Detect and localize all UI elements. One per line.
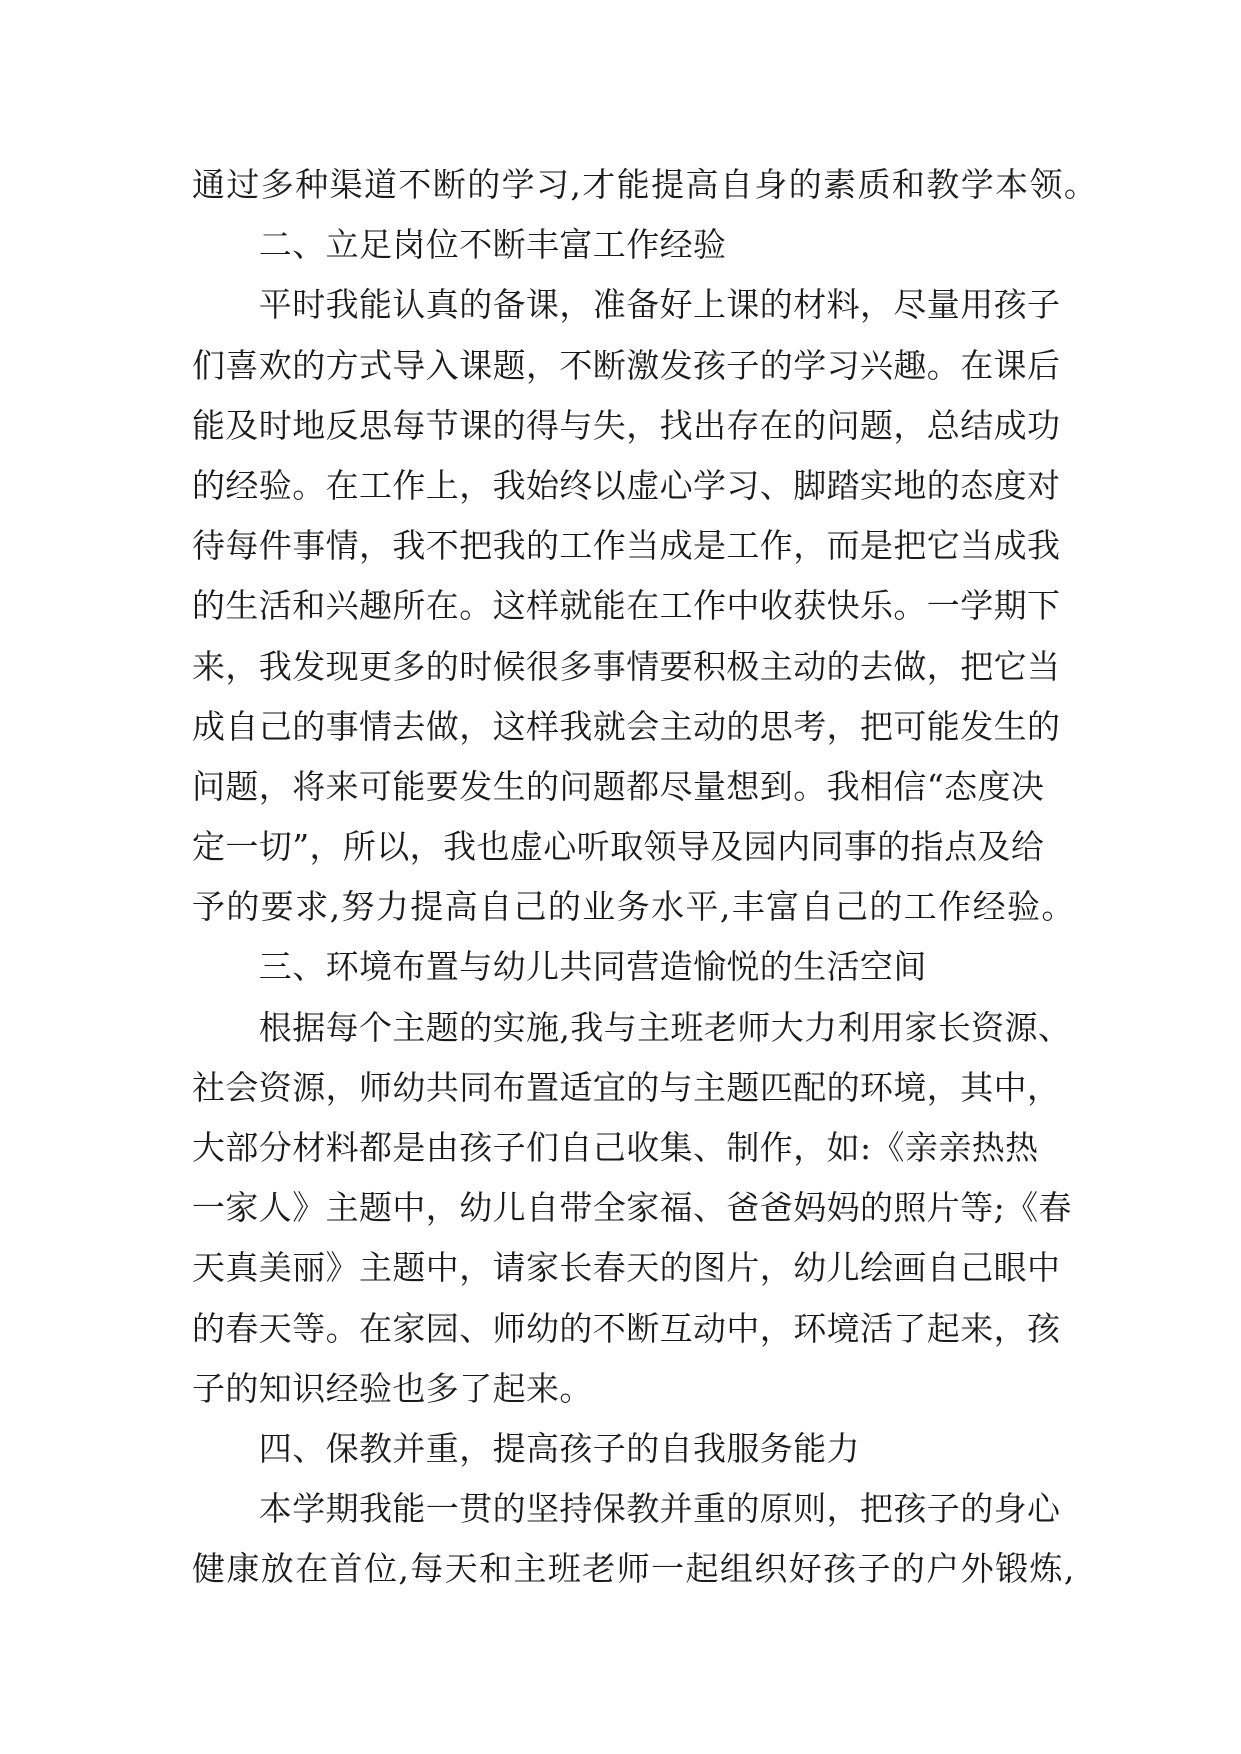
text-line: 予的要求,努力提高自己的业务水平,丰富自己的工作经验。 — [192, 887, 1076, 927]
text-line: 子的知识经验也多了起来。 — [192, 1368, 593, 1408]
text-line: 定一切”，所以，我也虚心听取领导及园内同事的指点及给 — [192, 827, 1045, 867]
text-line: 社会资源，师幼共同布置适宜的与主题匹配的环境，其中， — [192, 1067, 1061, 1107]
text-line: 成自己的事情去做，这样我就会主动的思考，把可能发生的 — [192, 706, 1061, 746]
text-line: 问题，将来可能要发生的问题都尽量想到。我相信“态度决 — [192, 766, 1045, 806]
text-line: 的经验。在工作上，我始终以虚心学习、脚踏实地的态度对 — [192, 465, 1061, 505]
section-heading-3: 三、环境布置与幼儿共同营造愉悦的生活空间 — [192, 947, 927, 987]
text-line: 待每件事情，我不把我的工作当成是工作，而是把它当成我 — [192, 526, 1061, 566]
text-line: 健康放在首位,每天和主班老师一起组织好孩子的户外锻炼, — [192, 1549, 1076, 1589]
section-heading-2: 二、立足岗位不断丰富工作经验 — [192, 225, 727, 265]
body-text — [192, 155, 1099, 1600]
text-line: 根据每个主题的实施,我与主班老师大力利用家长资源、 — [192, 1007, 1072, 1047]
section-heading-4: 四、保教并重，提高孩子的自我服务能力 — [192, 1428, 860, 1468]
text-line: 的生活和兴趣所在。这样就能在工作中收获快乐。一学期下 — [192, 586, 1061, 626]
text-line: 天真美丽》主题中，请家长春天的图片，幼儿绘画自己眼中 — [192, 1248, 1061, 1288]
text-line: 能及时地反思每节课的得与失，找出存在的问题，总结成功 — [192, 405, 1061, 445]
text-line: 本学期我能一贯的坚持保教并重的原则，把孩子的身心 — [192, 1489, 1061, 1529]
text-line: 的春天等。在家园、师幼的不断互动中，环境活了起来，孩 — [192, 1308, 1061, 1348]
text-line: 平时我能认真的备课，准备好上课的材料，尽量用孩子 — [192, 285, 1061, 325]
text-line: 来，我发现更多的时候很多事情要积极主动的去做，把它当 — [192, 646, 1061, 686]
text-line: 通过多种渠道不断的学习,才能提高自身的素质和教学本领。 — [192, 165, 1099, 204]
text-line: 大部分材料都是由孩子们自己收集、制作，如:《亲亲热热 — [192, 1128, 1039, 1167]
text-line: 们喜欢的方式导入课题，不断激发孩子的学习兴趣。在课后 — [192, 345, 1061, 385]
text-line: 一家人》主题中，幼儿自带全家福、爸爸妈妈的照片等;《春 — [192, 1188, 1072, 1228]
